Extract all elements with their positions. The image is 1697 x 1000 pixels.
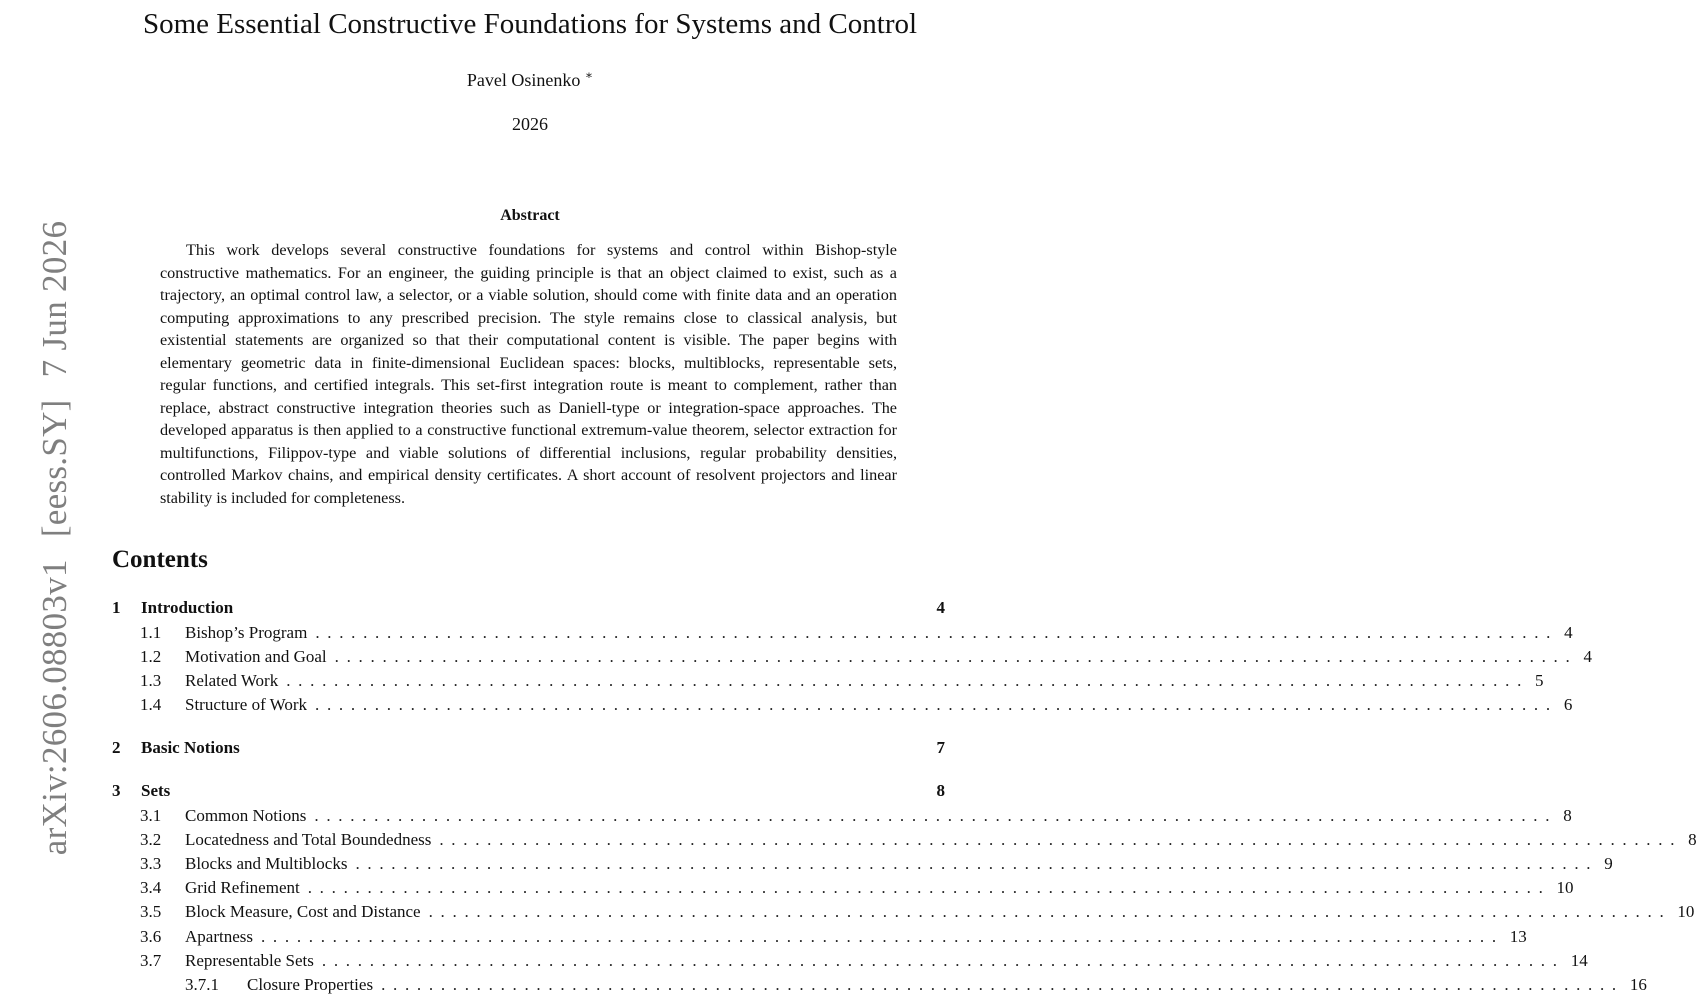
toc-number: 3.7.1 (185, 975, 219, 994)
abstract-text: This work develops several constructive foundations for systems and control within Bishop-style constructive mathematics. For an engineer, the guiding principle is that an object claimed to exist, such as a trajectory, an optimal control law, a selector, or a viable solution, should come with finite data and an operation computing approximations to any prescribed precision. The style remains close to classical analysis, but existential statements are organized so that their computational content is visible. The paper begins with elementary geometric data in finite-dimensional Euclidean spaces: blocks, multiblocks, representable sets, regular functions, and certified integrals. This set-first integration route is meant to complement, rather than replace, abstract constructive integration theories such as Daniell-type or integration-space approaches. The developed apparatus is then applied to a constructive functional extremum-value theorem, selector extraction for multifunctions, Filippov-type and viable solutions of differential inclusions, regular probability densities, controlled Markov chains, and empirical density certificates. A short account of resolvent projectors and linear stability is included for completeness. (160, 241, 897, 507)
toc-section-2[interactable] (112, 738, 945, 758)
arxiv-date: 7 Jun 2026 (35, 220, 74, 378)
toc-page: 4 (1564, 623, 1573, 642)
toc-number: 3.1 (140, 806, 162, 825)
toc-subsection-3-2[interactable] (140, 830, 1697, 850)
toc-number: 3.7 (140, 951, 162, 970)
toc-page: 10 (1677, 902, 1695, 921)
toc-title: Grid Refinement (185, 878, 300, 897)
toc-number: 3.6 (140, 927, 162, 946)
toc-leader-dots: ........................................................................................................ (439, 830, 1683, 849)
toc-title: Motivation and Goal (185, 647, 327, 666)
paper-title: Some Essential Constructive Foundations for Systems and Control (142, 8, 918, 40)
toc-title: Structure of Work (185, 695, 308, 714)
toc-page: 7 (936, 738, 945, 757)
toc-leader-dots: ........................................................................................................ (355, 854, 1599, 873)
arxiv-category: [eess.SY] (35, 399, 74, 538)
toc-number: 3.3 (140, 854, 162, 873)
toc-title: Closure Properties (247, 975, 374, 994)
toc-title: Bishop’s Program (185, 623, 308, 642)
toc-page: 16 (1629, 975, 1647, 994)
toc-number: 1.4 (140, 695, 162, 714)
toc-leader-dots: ........................................................................................................ (315, 695, 1558, 714)
toc-page: 9 (1604, 854, 1613, 873)
toc-subsection-1-1[interactable] (140, 623, 1573, 643)
toc-number: 1.1 (140, 623, 162, 642)
toc-subsection-3-4[interactable] (140, 878, 1574, 898)
arxiv-id-number: arXiv:2606.08803v1 (35, 559, 74, 856)
toc-title: Locatedness and Total Boundedness (185, 830, 432, 849)
toc-subsection-1-2[interactable] (140, 647, 1592, 667)
toc-section-1[interactable] (112, 598, 945, 618)
toc-number: 1.2 (140, 647, 162, 666)
toc-page: 4 (936, 598, 945, 617)
toc-title: Common Notions (185, 806, 307, 825)
toc-page: 6 (1563, 695, 1573, 714)
toc-leader-dots: ........................................................................................................ (314, 806, 1558, 825)
paper-date: 2026 (512, 114, 548, 134)
toc-number: 1 (112, 598, 121, 617)
abstract-heading: Abstract (500, 207, 560, 224)
toc-leader-dots: ........................................................................................................ (286, 671, 1530, 690)
toc-title: Block Measure, Cost and Distance (185, 902, 421, 921)
author-line (100, 68, 960, 91)
toc-page: 4 (1583, 647, 1592, 666)
toc-leader-dots: ........................................................................................................ (334, 647, 1578, 666)
toc-number: 3.5 (140, 902, 162, 921)
toc-subsubsection-3-7-1[interactable] (185, 975, 1647, 995)
toc-leader-dots: ........................................................................................................ (428, 902, 1672, 921)
toc-leader-dots: ........................................................................................................ (307, 878, 1551, 897)
toc-subsection-1-3[interactable] (140, 671, 1544, 691)
author-name: Pavel Osinenko (466, 70, 581, 90)
toc-number: 3.4 (140, 878, 162, 897)
arxiv-identifier (35, 221, 75, 856)
toc-number: 3 (112, 781, 121, 800)
toc-page: 8 (1688, 830, 1697, 849)
toc-number: 2 (112, 738, 121, 757)
toc-page: 5 (1535, 671, 1544, 690)
toc-number: 3.2 (140, 830, 162, 849)
toc-title: Related Work (185, 671, 279, 690)
author-footnote-mark: ∗ (584, 68, 594, 82)
toc-subsection-3-6[interactable] (140, 927, 1527, 947)
toc-subsection-3-7[interactable] (140, 951, 1588, 971)
toc-leader-dots: ........................................................................................................ (260, 927, 1504, 946)
toc-page: 8 (1563, 806, 1572, 825)
toc-page: 14 (1570, 951, 1588, 970)
toc-title: Basic Notions (141, 738, 240, 757)
toc-subsection-3-5[interactable] (140, 902, 1695, 922)
toc-section-3[interactable] (112, 781, 945, 801)
toc-leader-dots: ........................................................................................................ (381, 975, 1624, 994)
toc-title: Apartness (185, 927, 253, 946)
toc-title: Sets (141, 781, 171, 800)
toc-title: Representable Sets (185, 951, 314, 970)
toc-leader-dots: ........................................................................................................ (321, 951, 1565, 970)
toc-subsection-1-4[interactable] (140, 695, 1573, 715)
toc-page: 10 (1556, 878, 1574, 897)
toc-page: 8 (936, 781, 945, 800)
toc-page: 13 (1509, 927, 1527, 946)
toc-number: 1.3 (140, 671, 162, 690)
toc-leader-dots: ........................................................................................................ (315, 623, 1559, 642)
toc-title: Blocks and Multiblocks (185, 854, 348, 873)
toc-subsection-3-3[interactable] (140, 854, 1613, 874)
toc-subsection-3-1[interactable] (140, 806, 1572, 826)
contents-heading: Contents (112, 546, 208, 573)
toc-title: Introduction (141, 598, 234, 617)
